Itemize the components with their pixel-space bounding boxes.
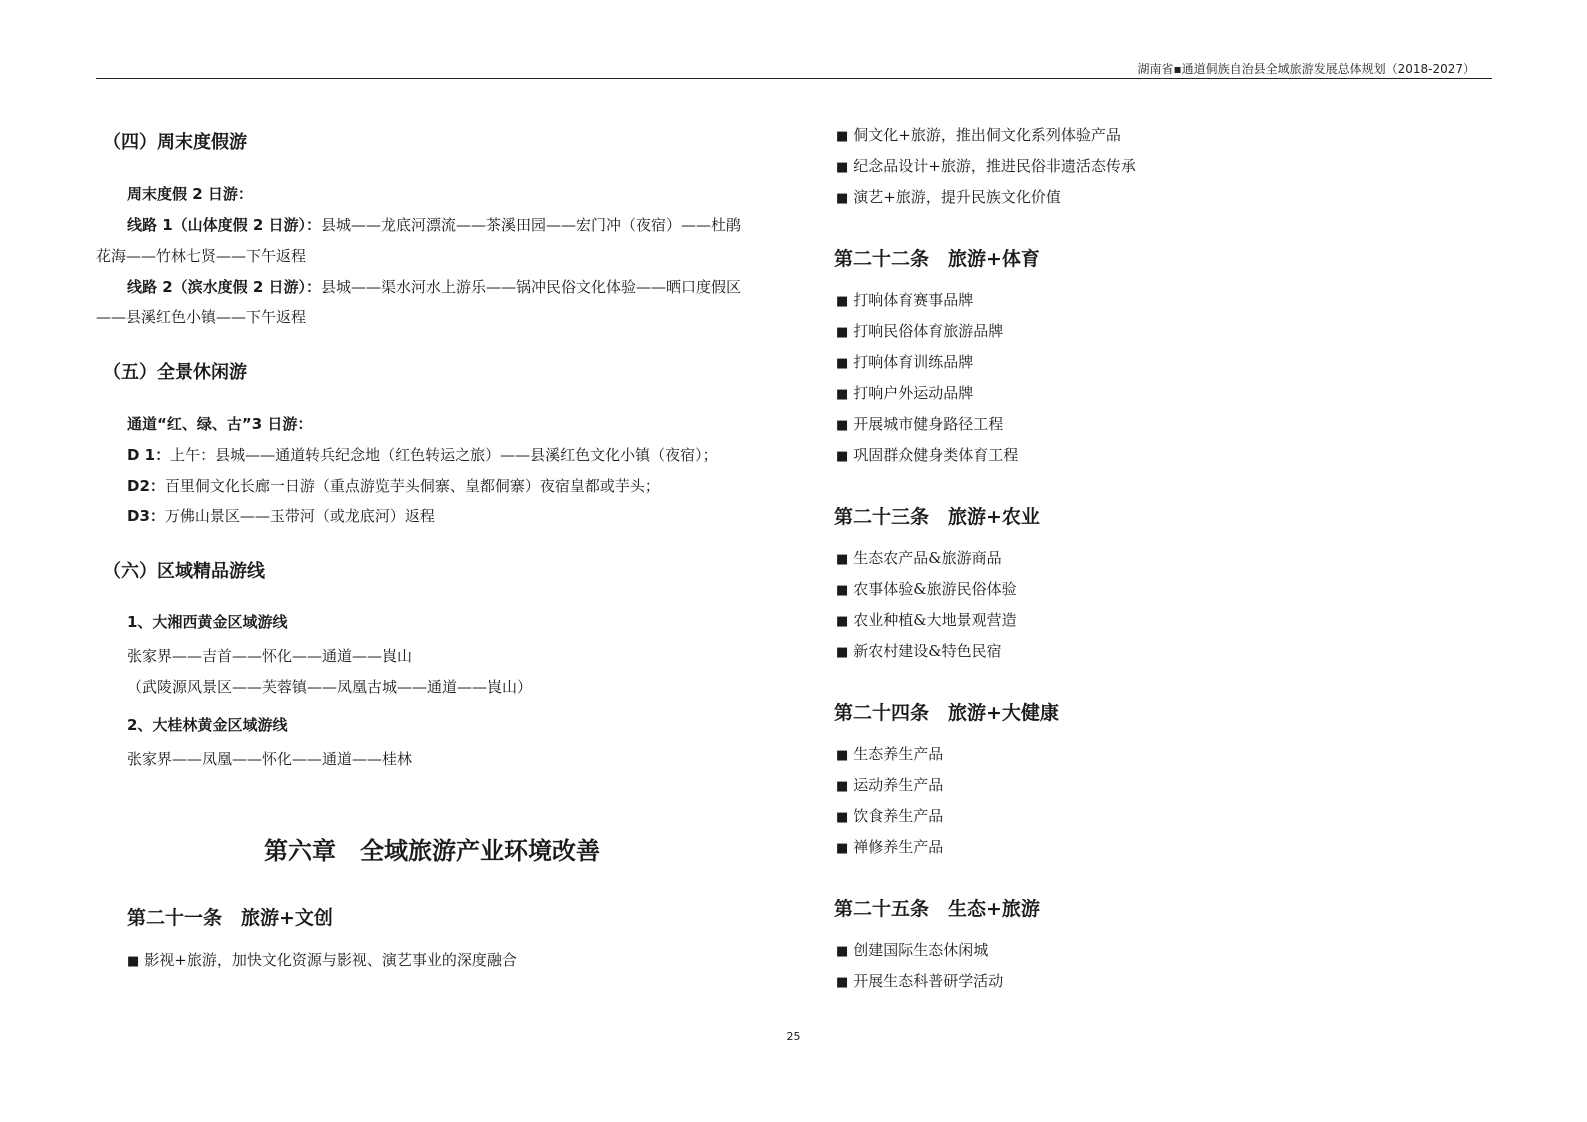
article-24-item (836, 836, 943, 857)
article-22-item (836, 320, 1003, 341)
bullet-icon: ■ (836, 387, 849, 402)
bullet-icon: ■ (836, 779, 849, 794)
regional-route1-line1: 张家界——吉首——怀化——通道——崀山 (127, 647, 413, 665)
section-panorama-title: （五）全景休闲游 (103, 362, 247, 383)
route1-line2: 花海——竹林七贤——下午返程 (96, 247, 307, 265)
bullet-icon: ■ (836, 418, 849, 433)
day1-label: D 1： (127, 446, 171, 464)
regional-route2-title: 2、大桂林黄金区域游线 (127, 716, 288, 734)
route1-line1 (127, 214, 741, 235)
bullet-icon: ■ (836, 294, 849, 309)
article-23-item (836, 578, 1017, 599)
article-21-item-text: 纪念品设计+旅游，推进民俗非遗活态传承 (853, 157, 1136, 175)
bullet-icon: ■ (836, 645, 849, 660)
article-24-item-text: 禅修养生产品 (853, 838, 944, 856)
article-21-item (836, 155, 1136, 176)
section-regional-title: （六）区域精品游线 (103, 561, 265, 582)
day2-text: 百里侗文化长廊一日游（重点游览芋头侗寨、皇都侗寨）夜宿皇都或芋头； (164, 477, 660, 495)
route2-line1 (127, 276, 741, 297)
article-25-title: 第二十五条 生态+旅游 (834, 898, 1040, 920)
bullet-icon: ■ (836, 583, 849, 598)
regional-route1-line2: （武陵源风景区——芙蓉镇——凤凰古城——通道——崀山） (127, 678, 533, 696)
article-22-item-text: 打响民俗体育旅游品牌 (853, 322, 1004, 340)
article-25-item-text: 开展生态科普研学活动 (853, 972, 1004, 990)
article-21-item (836, 186, 1061, 207)
article-25-item (836, 970, 1003, 991)
article-24-title: 第二十四条 旅游+大健康 (834, 702, 1059, 724)
header-rule (96, 78, 1492, 79)
day2-label: D2： (127, 477, 165, 495)
bullet-icon: ■ (836, 975, 849, 990)
bullet-icon: ■ (127, 954, 140, 969)
bullet-icon: ■ (836, 129, 849, 144)
article-24-item (836, 774, 943, 795)
article-21-item (836, 124, 1121, 145)
bullet-icon: ■ (836, 552, 849, 567)
day3-text: 万佛山景区——玉带河（或龙底河）返程 (164, 507, 435, 525)
route1-text: 县城——龙底河漂流——茶溪田园——宏门冲（夜宿）——杜鹃 (321, 216, 742, 234)
section-weekend-title: （四）周末度假游 (103, 132, 247, 153)
article-24-item (836, 805, 943, 826)
article-22-item (836, 351, 973, 372)
article-23-item (836, 640, 1002, 661)
article-23-item-text: 新农村建设&特色民宿 (853, 642, 1002, 660)
day3-label: D3： (127, 507, 165, 525)
section-panorama-subtitle: 通道“红、绿、古”3 日游： (127, 415, 313, 433)
article-22-item-text: 打响体育赛事品牌 (853, 291, 974, 309)
bullet-icon: ■ (836, 325, 849, 340)
day3-line (127, 505, 435, 526)
article-23-item-text: 农事体验&旅游民俗体验 (853, 580, 1017, 598)
article-24-item-text: 运动养生产品 (853, 776, 944, 794)
article-24-item-text: 生态养生产品 (853, 745, 944, 763)
day1-text: 上午：县城——通道转兵纪念地（红色转运之旅）——县溪红色文化小镇（夜宿）； (170, 446, 718, 464)
article-22-item (836, 444, 1018, 465)
day2-line (127, 475, 660, 496)
regional-route2-line1: 张家界——凤凰——怀化——通道——桂林 (127, 750, 413, 768)
article-22-item (836, 382, 973, 403)
bullet-icon: ■ (836, 614, 849, 629)
route1-label: 线路 1（山体度假 2 日游）： (127, 216, 322, 234)
route2-line2: ——县溪红色小镇——下午返程 (96, 308, 307, 326)
article-23-item-text: 农业种植&大地景观营造 (853, 611, 1017, 629)
article-22-item-text: 开展城市健身路径工程 (853, 415, 1004, 433)
bullet-icon: ■ (836, 449, 849, 464)
article-22-item-text: 巩固群众健身类体育工程 (853, 446, 1019, 464)
article-21-item (127, 949, 517, 970)
article-21-title: 第二十一条 旅游+文创 (127, 907, 333, 929)
article-25-item (836, 939, 988, 960)
article-22-item (836, 289, 973, 310)
article-21-item-text: 影视+旅游，加快文化资源与影视、演艺事业的深度融合 (144, 951, 517, 969)
article-22-item-text: 打响户外运动品牌 (853, 384, 974, 402)
chapter-title: 第六章 全域旅游产业环境改善 (264, 837, 600, 865)
bullet-icon: ■ (836, 191, 849, 206)
route2-text: 县城——渠水河水上游乐——锅冲民俗文化体验——晒口度假区 (321, 278, 742, 296)
bullet-icon: ■ (836, 944, 849, 959)
bullet-icon: ■ (836, 841, 849, 856)
section-weekend-subtitle: 周末度假 2 日游： (127, 185, 253, 203)
bullet-icon: ■ (836, 356, 849, 371)
article-22-title: 第二十二条 旅游+体育 (834, 248, 1040, 270)
route2-label: 线路 2（滨水度假 2 日游）： (127, 278, 322, 296)
article-23-item (836, 609, 1017, 630)
article-22-item (836, 413, 1003, 434)
article-23-title: 第二十三条 旅游+农业 (834, 506, 1040, 528)
article-25-item-text: 创建国际生态休闲城 (853, 941, 989, 959)
article-24-item-text: 饮食养生产品 (853, 807, 944, 825)
document-header-title: 湖南省▪通道侗族自治县全域旅游发展总体规划（2018-2027） (1137, 62, 1475, 76)
article-21-item-text: 侗文化+旅游，推出侗文化系列体验产品 (853, 126, 1121, 144)
article-22-item-text: 打响体育训练品牌 (853, 353, 974, 371)
bullet-icon: ■ (836, 748, 849, 763)
bullet-icon: ■ (836, 810, 849, 825)
article-24-item (836, 743, 943, 764)
article-23-item (836, 547, 1002, 568)
page-number: 25 (786, 1030, 801, 1043)
day1-line (127, 444, 718, 465)
article-23-item-text: 生态农产品&旅游商品 (853, 549, 1002, 567)
regional-route1-title: 1、大湘西黄金区域游线 (127, 613, 288, 631)
article-21-item-text: 演艺+旅游，提升民族文化价值 (853, 188, 1061, 206)
bullet-icon: ■ (836, 160, 849, 175)
